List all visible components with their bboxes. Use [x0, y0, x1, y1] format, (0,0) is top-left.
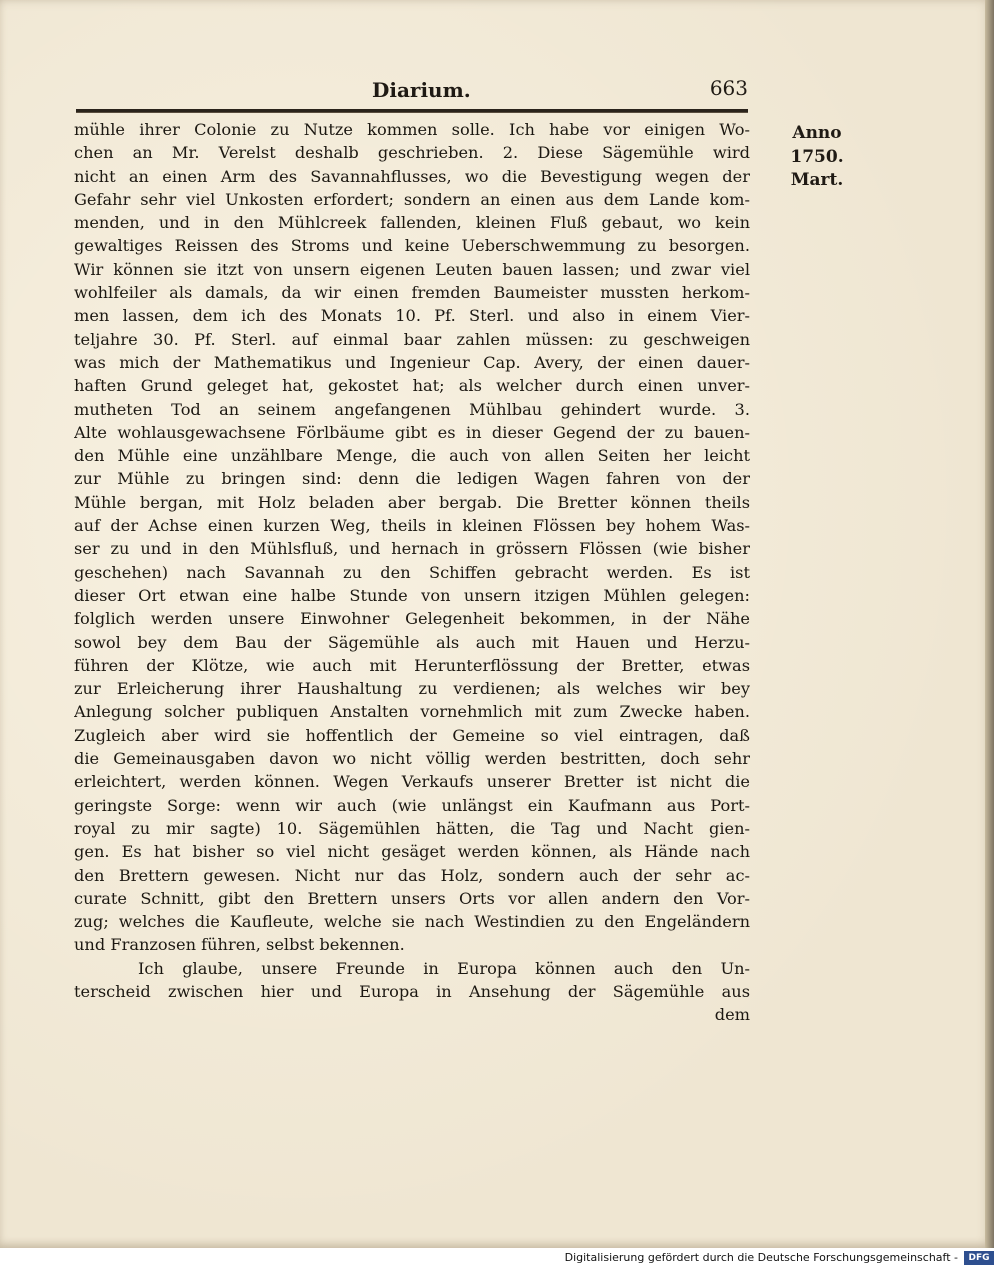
- text-line: erleichtert, werden können. Wegen Verkaufs unserer Bretter ist nicht die: [74, 772, 750, 792]
- text-line: wohlfeiler als damals, da wir einen fremden Baumeister mussten herkom-: [74, 283, 750, 303]
- page-edge: [985, 0, 994, 1248]
- text-line: sowol bey dem Bau der Sägemühle als auch mit Hauen und Herzu-: [74, 632, 750, 652]
- text-line: gewaltiges Reissen des Stroms und keine Ueberschwemmung zu besorgen.: [74, 236, 750, 256]
- text-line: geringste Sorge: wenn wir auch (wie unlängst ein Kaufmann aus Port-: [74, 795, 750, 815]
- catchword: dem: [714, 1005, 750, 1025]
- text-line: men lassen, dem ich des Monats 10. Pf. Sterl. und also in einem Vier-: [74, 306, 750, 326]
- text-line: mühle ihrer Colonie zu Nutze kommen solle. Ich habe vor einigen Wo-: [74, 120, 750, 139]
- page-header: [74, 74, 748, 104]
- dfg-logo: DFG: [964, 1251, 994, 1265]
- text-line: Anlegung solcher publiquen Anstalten vornehmlich mit zum Zwecke haben.: [74, 702, 750, 722]
- text-line: zug; welches die Kaufleute, welche sie nach Westindien zu den Engeländern: [74, 912, 750, 932]
- text-line: führen der Klötze, wie auch mit Herunterflössung der Bretter, etwas: [74, 655, 750, 675]
- marginal-note: [772, 122, 862, 193]
- text-line: auf der Achse einen kurzen Weg, theils in kleinen Flössen bey hohem Was-: [74, 516, 750, 536]
- text-line: haften Grund geleget hat, gekostet hat; als welcher durch einen unver-: [74, 376, 750, 396]
- text-line: terscheid zwischen hier und Europa in Ansehung der Sägemühle aus: [74, 981, 750, 1001]
- text-line: Zugleich aber wird sie hoffentlich der Gemeine so viel eintragen, daß: [74, 725, 750, 745]
- text-line: curate Schnitt, gibt den Brettern unsers Orts vor allen andern den Vor-: [74, 888, 750, 908]
- text-line: Wir können sie itzt von unsern eigenen Leuten bauen lassen; und zwar viel: [74, 259, 750, 279]
- text-line: mutheten Tod an seinem angefangenen Mühlbau gehindert wurde. 3.: [74, 399, 750, 419]
- text-line: zur Mühle zu bringen sind: denn die ledigen Wagen fahren von der: [74, 469, 750, 489]
- text-line: was mich der Mathematikus und Ingenieur Cap. Avery, der einen dauer-: [74, 352, 750, 372]
- text-line: folglich werden unsere Einwohner Gelegenheit bekommen, in der Nähe: [74, 609, 750, 629]
- text-line: royal zu mir sagte) 10. Sägemühlen hätten, die Tag und Nacht gien-: [74, 818, 750, 838]
- text-line: geschehen) nach Savannah zu den Schiffen gebracht werden. Es ist: [74, 562, 750, 582]
- text-line: den Mühle eine unzählbare Menge, die auch von allen Seiten her leicht: [74, 446, 750, 466]
- body-text: [74, 118, 750, 1027]
- text-line: gen. Es hat bisher so viel nicht gesäget werden können, als Hände nach: [74, 842, 750, 862]
- marginal-note-year-label: Anno: [792, 123, 842, 143]
- text-line: teljahre 30. Pf. Sterl. auf einmal baar zahlen müssen: zu geschweigen: [74, 329, 750, 349]
- text-line: nicht an einen Arm des Savannahflusses, wo die Bevestigung wegen der: [74, 166, 750, 186]
- marginal-note-month: Mart.: [790, 170, 844, 190]
- text-line: den Brettern gewesen. Nicht nur das Holz, sondern auch der sehr ac-: [74, 865, 750, 885]
- running-title: Diarium.: [372, 78, 471, 102]
- marginal-note-year: 1750.: [790, 146, 844, 167]
- text-line: Alte wohlausgewachsene Förlbäume gibt es in dieser Gegend der zu bauen-: [74, 422, 750, 442]
- text-line: und Franzosen führen, selbst bekennen.: [74, 935, 405, 955]
- text-line: ser zu und in den Mühlsfluß, und hernach in grössern Flössen (wie bisher: [74, 539, 750, 559]
- text-line: chen an Mr. Verelst deshalb geschrieben. 2. Diese Sägemühle wird: [74, 143, 750, 163]
- text-line: die Gemeinausgaben davon wo nicht völlig werden bestritten, doch sehr: [74, 749, 750, 769]
- text-line: Ich glaube, unsere Freunde in Europa können auch den Un-: [138, 958, 750, 978]
- page-number: 663: [709, 76, 748, 100]
- text-line: menden, und in den Mühlcreek fallenden, kleinen Fluß gebaut, wo kein: [74, 213, 750, 233]
- header-rule: [76, 109, 748, 113]
- funding-credit: Digitalisierung gefördert durch die Deutsche Forschungsgemeinschaft -: [564, 1251, 958, 1264]
- text-line: zur Erleicherung ihrer Haushaltung zu verdienen; als welches wir bey: [74, 679, 750, 699]
- text-line: Mühle bergan, mit Holz beladen aber bergab. Die Bretter können theils: [74, 492, 750, 512]
- text-line: dieser Ort etwan eine halbe Stunde von unsern itzigen Mühlen gelegen:: [74, 585, 750, 605]
- text-line: Gefahr sehr viel Unkosten erfordert; sondern an einen aus dem Lande kom-: [74, 189, 750, 209]
- footer-bar: [0, 1248, 1000, 1269]
